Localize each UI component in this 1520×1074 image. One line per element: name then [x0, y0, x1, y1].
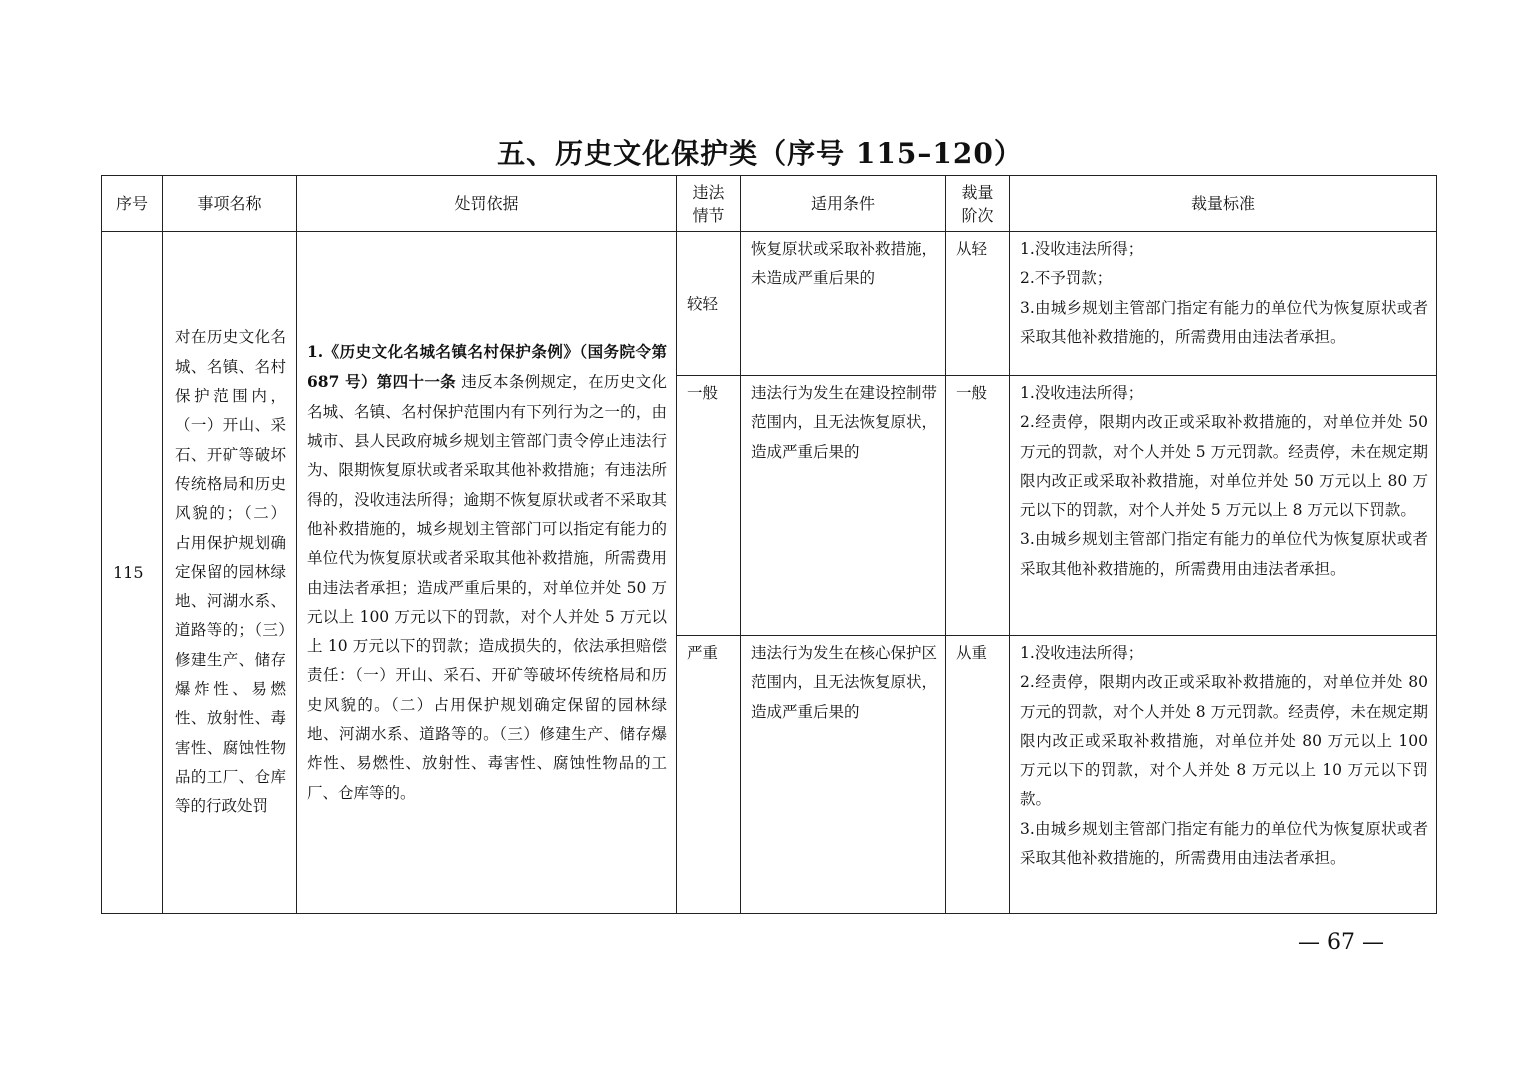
standard-item: 1.没收违法所得；: [1020, 644, 1144, 662]
cell-basis: [297, 232, 677, 914]
table-row: [102, 232, 1437, 376]
cell-level: 一般: [946, 376, 1010, 636]
header-circumstance-line1: 违法: [692, 182, 725, 202]
table-header-row: [102, 176, 1437, 232]
cell-level: 从重: [946, 636, 1010, 914]
cell-item-name: 对在历史文化名城、名镇、名村保护范围内，（一）开山、采石、开矿等破坏传统格局和历史风貌的；（二）占用保护规划确定保留的园林绿地、河湖水系、道路等的；（三）修建生产、储存爆炸性、易燃性、放射性、毒害性、腐蚀性物品的工厂、仓库等的行政处罚: [163, 232, 297, 914]
page-number: — 67 —: [1298, 930, 1384, 955]
basis-citation: 1.《历史文化名城名镇名村保护条例》（国务院令第 687 号）第四十一条: [307, 342, 667, 392]
cell-level: 从轻: [946, 232, 1010, 376]
standard-item: 3.由城乡规划主管部门指定有能力的单位代为恢复原状或者采取其他补救措施的，所需费用由违法者承担。: [1020, 298, 1428, 346]
penalty-table: [101, 175, 1437, 914]
standard-item: 2.不予罚款；: [1020, 269, 1113, 288]
standard-item: 1.没收违法所得；: [1020, 384, 1144, 402]
cell-standard: [1010, 636, 1437, 914]
header-standard: 裁量标准: [1010, 176, 1437, 232]
cell-conditions: 违法行为发生在建设控制带范围内，且无法恢复原状，造成严重后果的: [741, 376, 946, 636]
header-conditions: 适用条件: [741, 176, 946, 232]
header-level-line2: 阶次: [961, 205, 994, 225]
cell-standard: [1010, 232, 1437, 376]
cell-conditions: 恢复原状或采取补救措施，未造成严重后果的: [741, 232, 946, 376]
standard-item: 1.没收违法所得；: [1020, 240, 1144, 258]
cell-conditions: 违法行为发生在核心保护区范围内，且无法恢复原状，造成严重后果的: [741, 636, 946, 914]
standard-item: 2.经责停，限期内改正或采取补救措施的，对单位并处 80 万元的罚款，对个人并处 8 万元罚款。经责停，未在规定期限内改正或采取补救措施，对单位并处 80 万元以上 100 万元以下的罚款，对个人并处 8 万元以上 10 万元以下罚款。: [1020, 673, 1428, 809]
header-level-line1: 裁量: [961, 182, 994, 202]
cell-seq: 115: [102, 232, 163, 914]
standard-item: 3.由城乡规划主管部门指定有能力的单位代为恢复原状或者采取其他补救措施的，所需费用由违法者承担。: [1020, 530, 1428, 578]
basis-text: 违反本条例规定，在历史文化名城、名镇、名村保护范围内有下列行为之一的，由城市、县人民政府城乡规划主管部门责令停止违法行为、限期恢复原状或者采取其他补救措施；有违法所得的，没收违法所得；逾期不恢复原状或者不采取其他补救措施的，城乡规划主管部门可以指定有能力的单位代为恢复原状或者采取其他补救措施，所需费用由违法者承担；造成严重后果的，对单位并处 50 万元以上 100 万元以下的罚款，对个人并处 5 万元以上 10 万元以下的罚款；造成损失的，依法承担赔偿责任：（一）开山、采石、开矿等破坏传统格局和历史风貌的。（二）占用保护规划确定保留的园林绿地、河湖水系、道路等的。（三）修建生产、储存爆炸性、易燃性、放射性、毒害性、腐蚀性物品的工厂、仓库等的。: [307, 373, 667, 802]
header-level: [946, 176, 1010, 232]
header-basis: 处罚依据: [297, 176, 677, 232]
header-circumstance-line2: 情节: [692, 205, 725, 225]
cell-circumstance: 较轻: [677, 232, 741, 376]
header-item-name: 事项名称: [163, 176, 297, 232]
cell-circumstance: 严重: [677, 636, 741, 914]
cell-standard: [1010, 376, 1437, 636]
header-seq: 序号: [102, 176, 163, 232]
cell-circumstance: 一般: [677, 376, 741, 636]
header-circumstance: [677, 176, 741, 232]
standard-item: 2.经责停，限期内改正或采取补救措施的，对单位并处 50 万元的罚款，对个人并处 5 万元罚款。经责停，未在规定期限内改正或采取补救措施，对单位并处 50 万元以上 80 万元以下的罚款，对个人并处 5 万元以上 8 万元以下罚款。: [1020, 413, 1428, 520]
page-title: 五、历史文化保护类（序号 115–120）: [497, 137, 1023, 170]
standard-item: 3.由城乡规划主管部门指定有能力的单位代为恢复原状或者采取其他补救措施的，所需费用由违法者承担。: [1020, 819, 1428, 868]
